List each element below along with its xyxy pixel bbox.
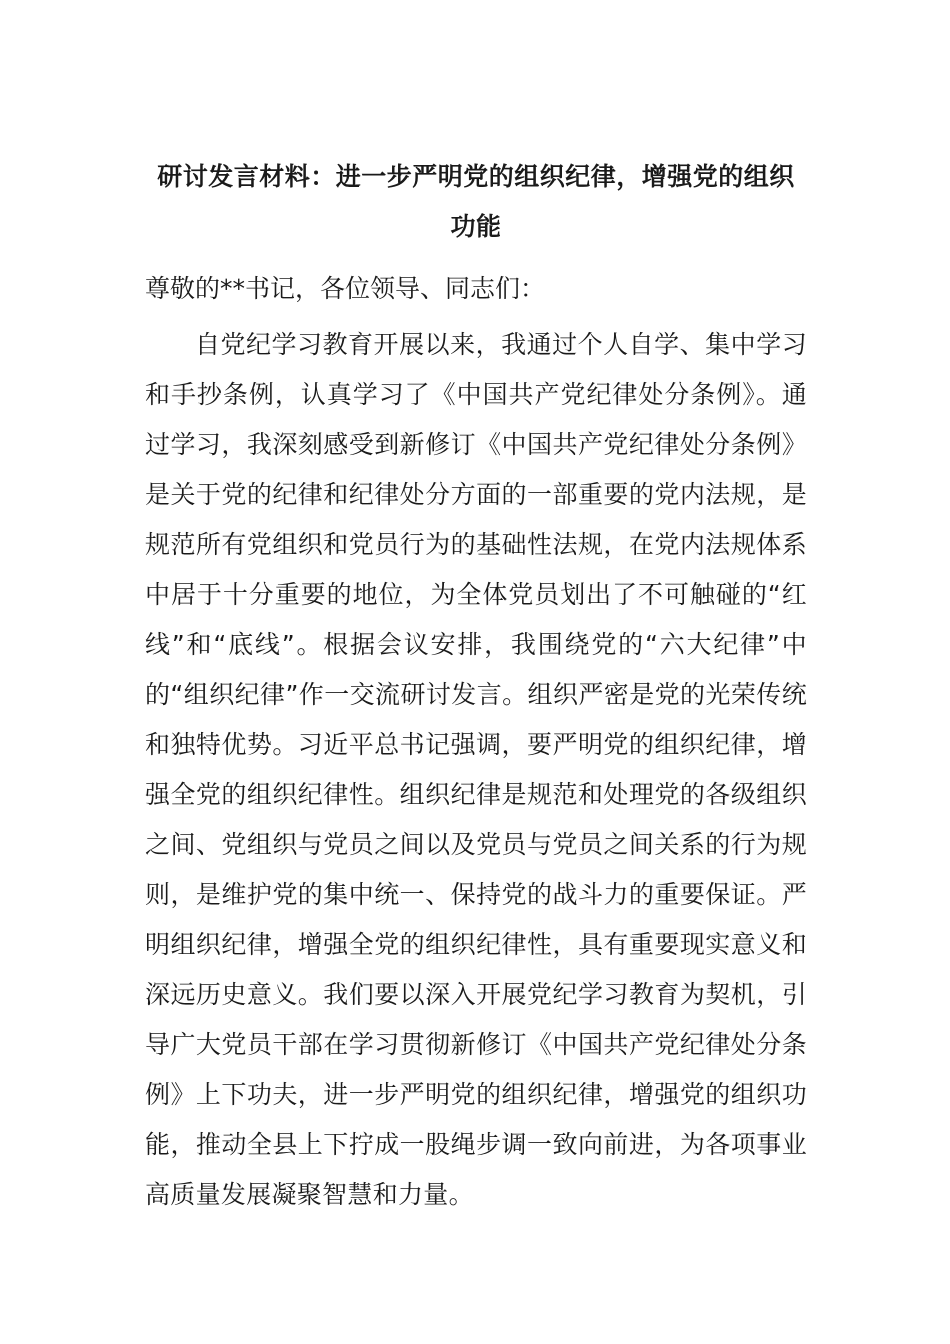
document-page [145, 152, 807, 1220]
document-title: 研讨发言材料：进一步严明党的组织纪律，增强党的组织功能 [157, 162, 795, 241]
salutation: 尊敬的**书记，各位领导、同志们： [145, 274, 546, 303]
body-paragraph: 自党纪学习教育开展以来，我通过个人自学、集中学习和手抄条例，认真学习了《中国共产党纪律处分条例》。通过学习，我深刻感受到新修订《中国共产党纪律处分条例》是关于党的纪律和纪律处分方面的一部重要的党内法规，是规范所有党组织和党员行为的基础性法规，在党内法规体系中居于十分重要的地位，为全体党员划出了不可触碰的“红线”和“底线”。根据会议安排，我围绕党的“六大纪律”中的“组织纪律”作一交流研讨发言。组织严密是党的光荣传统和独特优势。习近平总书记强调，要严明党的组织纪律，增强全党的组织纪律性。组织纪律是规范和处理党的各级组织之间、党组织与党员之间以及党员与党员之间关系的行为规则，是维护党的集中统一、保持党的战斗力的重要保证。严明组织纪律，增强全党的组织纪律性，具有重要现实意义和深远历史意义。我们要以深入开展党纪学习教育为契机，引导广大党员干部在学习贯彻新修订《中国共产党纪律处分条例》上下功夫，进一步严明党的组织纪律，增强党的组织功能，推动全县上下拧成一股绳步调一致向前进，为各项事业高质量发展凝聚智慧和力量。 [145, 330, 807, 1209]
